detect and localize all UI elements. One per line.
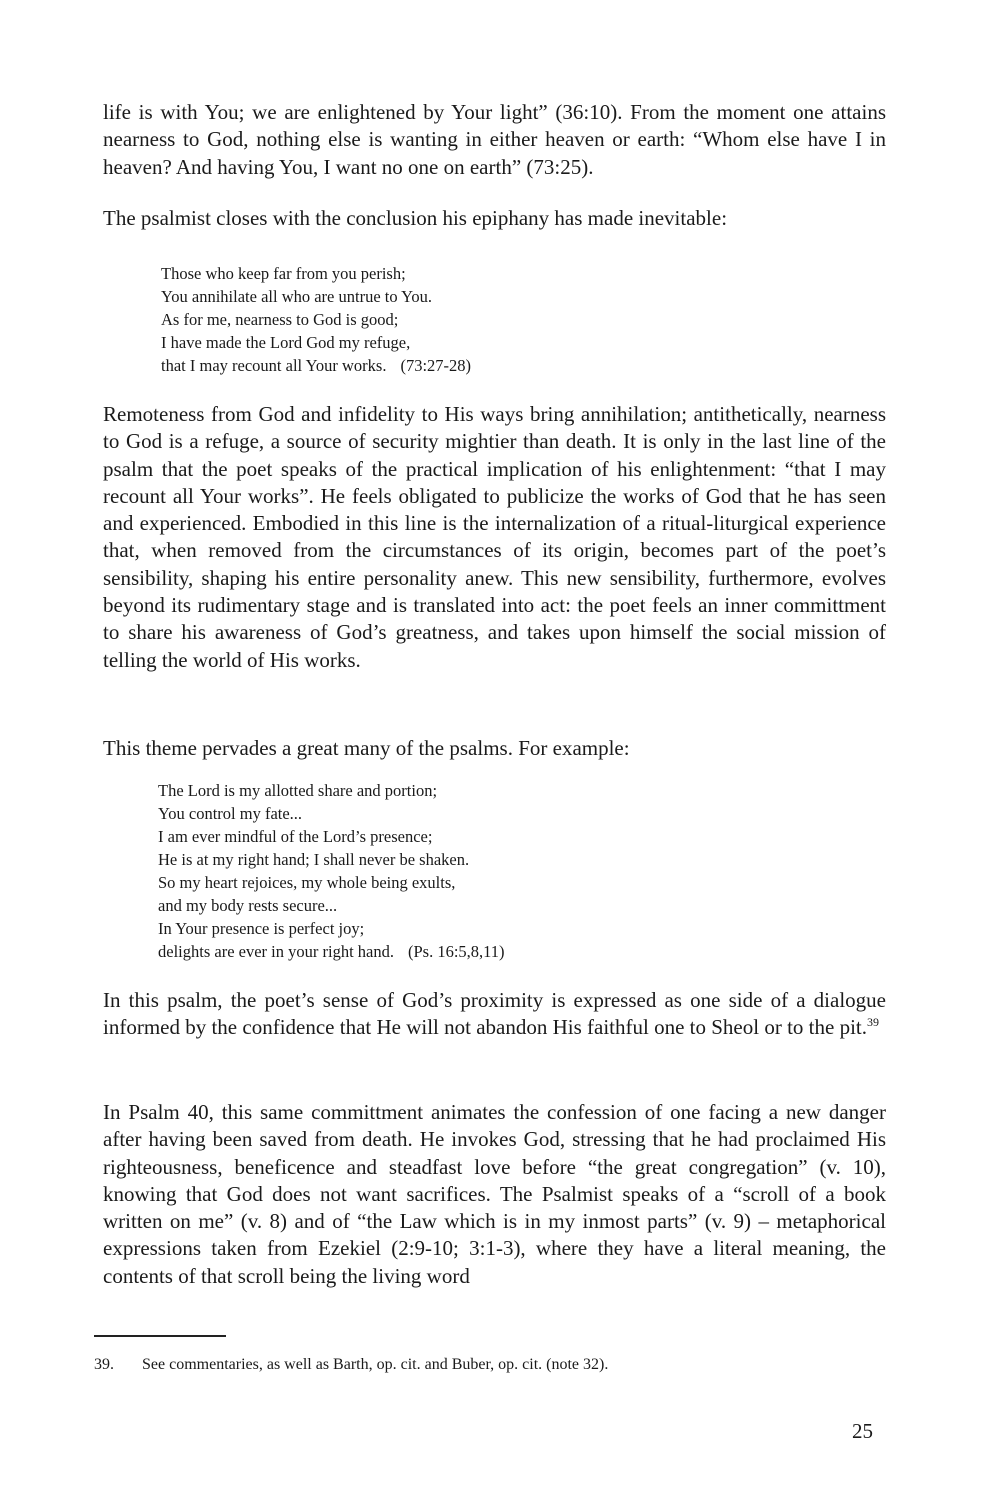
footnote-marker: 39 (867, 1015, 879, 1030)
paragraph-psalm-40: In Psalm 40, this same committment animates the confession of one facing a new danger after having been saved from death. He invokes God, stressing that he had proclaimed His righteousness, beneficence and steadfast love before “the great congregation” (v. 10), knowing that God does not want sacrifices. The Psalmist speaks of a “scroll of a book written on me” (v. 8) and of “the Law which is in my inmost parts” (v. 9) – metaphorical expressions taken from Ezekiel (2:9-10; 3:1-3), where they have a literal meaning, the contents of that scroll being the living word (103, 1100, 886, 1288)
quote-line: In Your presence is perfect joy; (158, 919, 365, 938)
paragraph-theme: This theme pervades a great many of the psalms. For example: (103, 736, 630, 760)
quote-line-with-reference (158, 940, 505, 963)
page-number: 25 (852, 1419, 873, 1443)
block-quote-psalm-16 (158, 779, 505, 963)
quote-reference: (Ps. 16:5,8,11) (407, 942, 505, 961)
quote-line: I have made the Lord God my refuge, (161, 333, 411, 352)
quote-line: Those who keep far from you perish; (161, 264, 406, 283)
paragraph-intro: life is with You; we are enlightened by Your light” (36:10). From the moment one attains nearness to God, nothing else is wanting in either heaven or earth: “Whom else have I in heaven? And having You, I want no one on earth” (73:25). (103, 100, 886, 179)
paragraph-closing-intro: The psalmist closes with the conclusion his epiphany has made inevitable: (103, 206, 728, 230)
footnote (94, 1355, 608, 1375)
quote-line-with-reference (161, 354, 471, 377)
quote-line: that I may recount all Your works. (161, 356, 387, 375)
footnote-number: 39. (94, 1356, 114, 1373)
footnote-text: See commentaries, as well as Barth, op. cit. and Buber, op. cit. (note 32). (142, 1356, 609, 1373)
quote-line: He is at my right hand; I shall never be shaken. (158, 850, 470, 869)
quote-line: You annihilate all who are untrue to You. (161, 287, 433, 306)
paragraph-dialogue (103, 987, 886, 1042)
quote-line: As for me, nearness to God is good; (161, 310, 399, 329)
quote-line: delights are ever in your right hand. (158, 942, 394, 961)
quote-line: I am ever mindful of the Lord’s presence; (158, 827, 433, 846)
paragraph-remoteness: Remoteness from God and infidelity to His ways bring annihilation; antithetically, nearness to God is a refuge, a source of security mightier than death. It is only in the last line of the psalm that the poet speaks of the practical implication of his enlightenment: “that I may recount all Your works”. He feels obligated to publicize the works of God that he has seen and experienced. Embodied in this line is the internalization of a ritual-liturgical experience that, when removed from the circumstances of its origin, becomes part of the poet’s sensibility, shaping his entire personality anew. This new sensibility, furthermore, evolves beyond its rudimentary stage and is translated into act: the poet feels an inner committment to share his awareness of God’s greatness, and takes upon himself the social mission of telling the world of His works. (103, 402, 886, 672)
quote-line: The Lord is my allotted share and portion; (158, 781, 438, 800)
paragraph-text: In this psalm, the poet’s sense of God’s proximity is expressed as one side of a dialogue informed by the confidence that He will not abandon His faithful one to Sheol or to the pit. (103, 988, 886, 1040)
quote-line: You control my fate... (158, 804, 303, 823)
footnote-divider (94, 1335, 226, 1337)
quote-line: and my body rests secure... (158, 896, 338, 915)
quote-line: So my heart rejoices, my whole being exults, (158, 873, 456, 892)
quote-reference: (73:27-28) (400, 356, 472, 375)
block-quote-psalm-73 (161, 262, 471, 377)
